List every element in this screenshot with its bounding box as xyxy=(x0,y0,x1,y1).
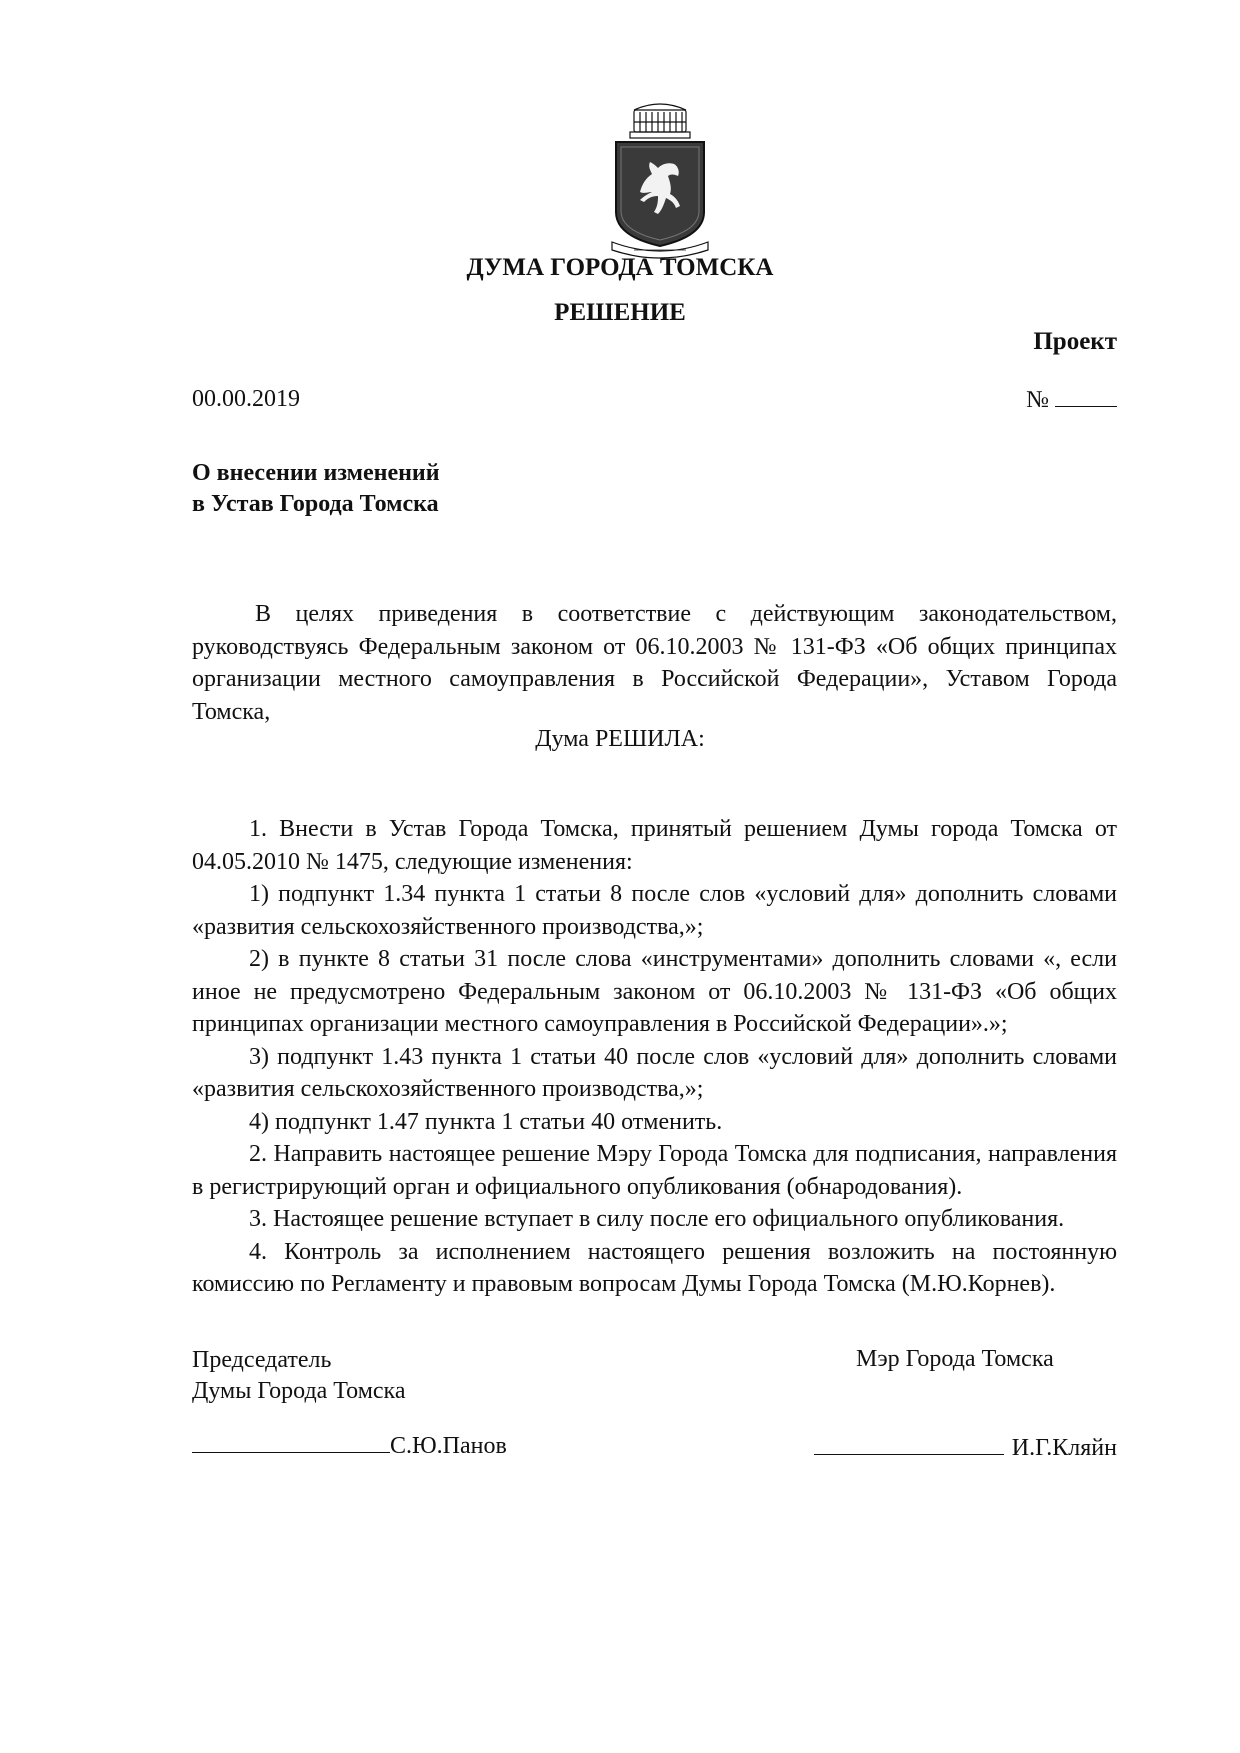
mayor-name: И.Г.Кляйн xyxy=(1011,1435,1117,1461)
document-type: РЕШЕНИЕ xyxy=(554,299,686,326)
preamble xyxy=(192,598,1117,728)
list-item: 4. Контроль за исполнением настоящего решения возложить на постоянную комиссию по Регламенту и правовым вопросам Думы Города Томска (М.Ю.Корнев). xyxy=(192,1238,1117,1297)
list-item: 1) подпункт 1.34 пункта 1 статьи 8 после слов «условий для» дополнить словами «развития сельскохозяйственного производства,»; xyxy=(192,881,1117,940)
mayor-signature xyxy=(814,1432,1117,1462)
document-number xyxy=(1026,386,1117,414)
resolution-items xyxy=(192,813,1117,1301)
number-blank-line xyxy=(1055,386,1117,407)
list-item: 4) подпункт 1.47 пункта 1 статьи 40 отменить. xyxy=(249,1108,723,1135)
number-label: № xyxy=(1026,387,1049,413)
document-subject xyxy=(192,458,440,520)
signature-line xyxy=(814,1432,1004,1455)
list-item: 2. Направить настоящее решение Мэру Города Томска для подписания, направления в регистрирующий орган и официального опубликования (обнародования). xyxy=(192,1141,1117,1200)
document-date: 00.00.2019 xyxy=(192,386,300,412)
subject-line-1: О внесении изменений xyxy=(192,460,440,486)
tomsk-coat-of-arms-icon xyxy=(604,100,716,260)
chairman-title xyxy=(192,1345,406,1407)
draft-label: Проект xyxy=(1033,328,1117,355)
list-item: 3) подпункт 1.43 пункта 1 статьи 40 после слов «условий для» дополнить словами «развития сельскохозяйственного производства,»; xyxy=(192,1043,1117,1102)
subject-line-2: в Устав Города Томска xyxy=(192,491,439,517)
list-item: 1. Внести в Устав Города Томска, принятый решением Думы города Томска от 04.05.2010 № 1475, следующие изменения: xyxy=(192,816,1117,875)
chairman-name: С.Ю.Панов xyxy=(390,1433,507,1459)
list-item: 2) в пункте 8 статьи 31 после слова «инструментами» дополнить словами «, если иное не предусмотрено Федеральным законом от 06.10.2003 № 131-ФЗ «Об общих принципах организации местного самоуправления в Российской Федерации».»; xyxy=(192,946,1117,1037)
chairman-title-line-1: Председатель xyxy=(192,1347,332,1373)
chairman-signature xyxy=(192,1430,507,1460)
mayor-title: Мэр Города Томска xyxy=(856,1346,1054,1372)
list-item: 3. Настоящее решение вступает в силу после его официального опубликования. xyxy=(249,1206,1065,1232)
signature-line xyxy=(192,1430,390,1453)
organization-title: ДУМА ГОРОДА ТОМСКА xyxy=(466,254,774,281)
preamble-text: В целях приведения в соответствие с действующим законодательством, руководствуясь Федеральным законом от 06.10.2003 № 131-ФЗ «Об общих принципах организации местного самоуправления в Российской Федерации», Уставом Города Томска, xyxy=(192,601,1117,725)
resolved-heading: Дума РЕШИЛА: xyxy=(535,726,705,752)
chairman-title-line-2: Думы Города Томска xyxy=(192,1378,406,1404)
